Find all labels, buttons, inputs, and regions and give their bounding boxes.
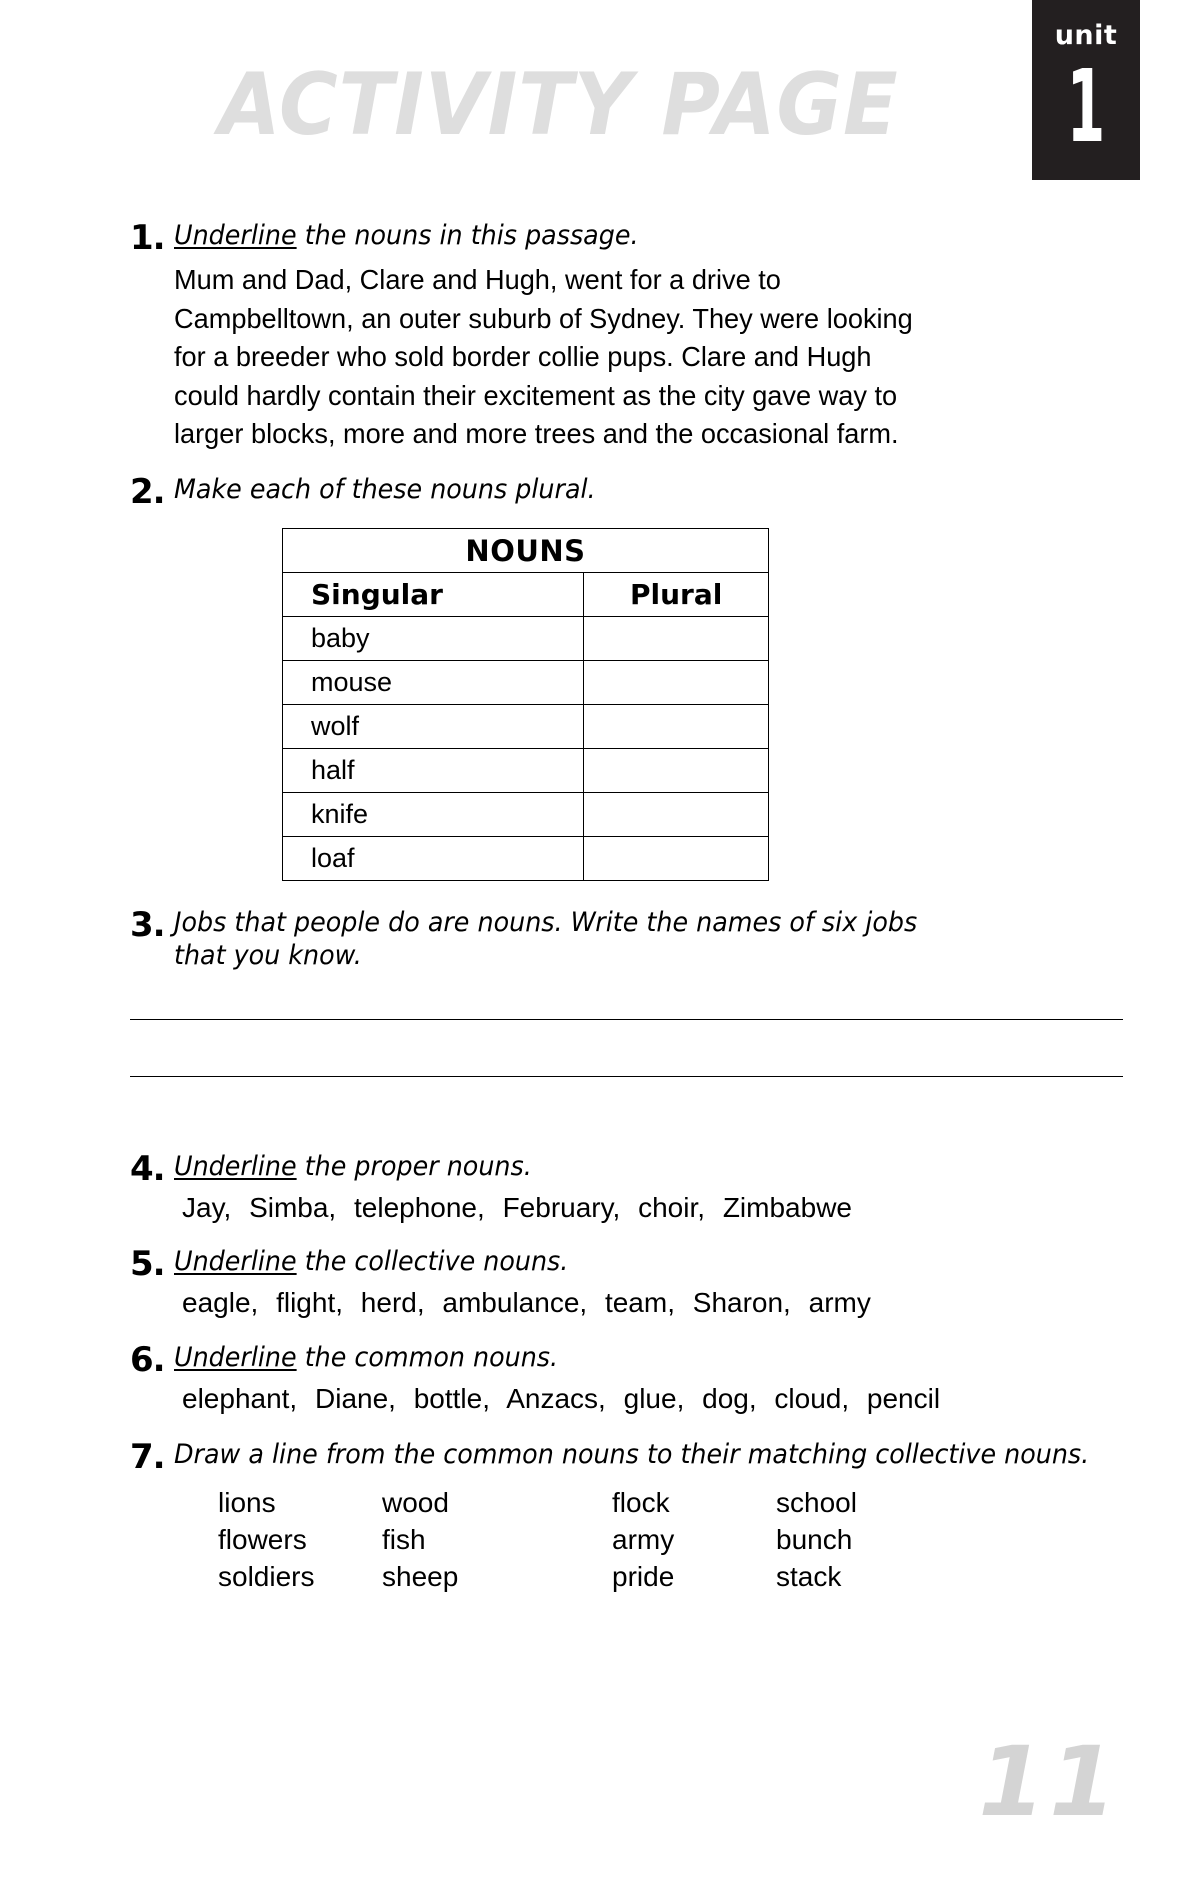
question-6-number: 6. <box>130 1339 165 1380</box>
match-word-collective[interactable]: army <box>612 1523 675 1555</box>
question-2-number: 2. <box>130 472 165 513</box>
match-row <box>218 1485 1123 1522</box>
passage-line: larger blocks, more and more trees and the occasional farm. <box>174 418 899 450</box>
cell-singular: half <box>283 749 584 793</box>
table-row <box>283 837 769 881</box>
match-row <box>218 1522 1123 1559</box>
table-row <box>283 749 769 793</box>
instruction-rest: the nouns in this passage. <box>296 220 639 251</box>
question-7 <box>130 1436 1123 1477</box>
cell-plural-blank[interactable] <box>584 793 769 837</box>
match-word-common[interactable]: wood <box>382 1486 449 1518</box>
question-1-instruction <box>174 220 1066 253</box>
word-item[interactable]: bottle, <box>413 1382 490 1414</box>
cell-plural-blank[interactable] <box>584 617 769 661</box>
word-item[interactable]: Sharon, <box>692 1287 791 1319</box>
question-6-instruction <box>174 1342 1066 1375</box>
question-6 <box>130 1339 1123 1417</box>
unit-label: unit <box>1054 20 1118 51</box>
match-word-common[interactable]: sheep <box>382 1560 459 1592</box>
passage-line: could hardly contain their excitement as the city gave way to <box>174 379 898 411</box>
question-5-word-list <box>182 1285 1123 1321</box>
word-item[interactable]: Jay, <box>182 1191 232 1223</box>
question-3-instruction-line-1: Jobs that people do are nouns. Write the names of six jobs <box>174 907 918 939</box>
question-4-instruction <box>174 1151 1066 1184</box>
worksheet-content <box>0 220 1198 1596</box>
page-number: 11 <box>978 1726 1120 1838</box>
word-item[interactable]: February, <box>502 1191 621 1223</box>
question-2-instruction: Make each of these nouns plural. <box>174 474 596 506</box>
question-3-instruction-line-2: that you know. <box>174 940 362 972</box>
page-title-wrap <box>0 55 1198 155</box>
word-item[interactable]: team, <box>604 1287 675 1319</box>
question-1 <box>130 220 1123 454</box>
table-row <box>283 705 769 749</box>
match-word-common[interactable]: flowers <box>218 1523 307 1555</box>
word-item[interactable]: ambulance, <box>442 1287 588 1319</box>
answer-line[interactable] <box>130 1076 1123 1133</box>
question-1-passage <box>174 261 1095 454</box>
match-word-collective[interactable]: bunch <box>776 1523 853 1555</box>
question-6-word-list <box>182 1381 1123 1417</box>
table-span-header-row <box>283 529 769 573</box>
passage-line: Campbelltown, an outer suburb of Sydney. They were looking <box>174 302 913 334</box>
word-item[interactable]: choir, <box>638 1191 706 1223</box>
word-item[interactable]: glue, <box>623 1382 685 1414</box>
word-item[interactable]: herd, <box>360 1287 425 1319</box>
word-item[interactable]: cloud, <box>774 1382 850 1414</box>
table-row <box>283 793 769 837</box>
question-5-number: 5. <box>130 1244 165 1285</box>
cell-plural-blank[interactable] <box>584 837 769 881</box>
question-3-body <box>174 907 1123 973</box>
word-item[interactable]: Zimbabwe <box>722 1191 852 1223</box>
word-item[interactable]: dog, <box>702 1382 757 1414</box>
question-3-answer-area <box>130 1019 1123 1133</box>
column-header-singular: Singular <box>283 573 584 617</box>
unit-badge <box>1032 0 1140 180</box>
word-item[interactable]: telephone, <box>354 1191 485 1223</box>
passage-line: Mum and Dad, Clare and Hugh, went for a drive to <box>174 263 781 295</box>
question-4-number: 4. <box>130 1148 165 1189</box>
cell-singular: baby <box>283 617 584 661</box>
match-word-common[interactable]: fish <box>382 1523 426 1555</box>
cell-plural-blank[interactable] <box>584 749 769 793</box>
table-title: NOUNS <box>283 529 769 573</box>
underline-keyword: Underline <box>174 1341 297 1373</box>
instruction-rest: the collective nouns. <box>296 1246 569 1278</box>
nouns-table <box>282 528 769 881</box>
match-word-collective[interactable]: pride <box>612 1560 675 1592</box>
table-row <box>283 617 769 661</box>
cell-singular: knife <box>283 793 584 837</box>
page-title: ACTIVITY PAGE <box>219 55 899 155</box>
column-header-plural: Plural <box>584 573 769 617</box>
word-item[interactable]: Diane, <box>315 1382 396 1414</box>
cell-singular: loaf <box>283 837 584 881</box>
unit-number: 1 <box>1066 48 1106 165</box>
question-7-match-grid <box>218 1485 1123 1596</box>
passage-line: for a breeder who sold border collie pups. Clare and Hugh <box>174 341 872 373</box>
word-item[interactable]: Simba, <box>249 1191 337 1223</box>
table-column-header-row <box>283 573 769 617</box>
nouns-table-wrap <box>282 528 1123 881</box>
question-2-body <box>174 474 1123 507</box>
question-6-body <box>174 1342 1123 1417</box>
word-item[interactable]: pencil <box>866 1382 941 1414</box>
question-1-number: 1. <box>130 218 165 258</box>
underline-keyword: Underline <box>174 220 297 251</box>
match-row <box>218 1559 1123 1596</box>
question-4-body <box>174 1151 1123 1226</box>
page-header <box>0 0 1198 200</box>
question-3-number: 3. <box>130 905 165 946</box>
underline-keyword: Underline <box>174 1246 297 1278</box>
match-word-collective[interactable]: school <box>776 1486 857 1518</box>
word-item[interactable]: Anzacs, <box>506 1382 606 1414</box>
underline-keyword: Underline <box>174 1150 297 1182</box>
question-4 <box>130 1148 1123 1226</box>
word-item[interactable]: flight, <box>276 1287 344 1319</box>
question-5-body <box>174 1246 1123 1321</box>
instruction-rest: the proper nouns. <box>296 1150 532 1182</box>
match-word-common[interactable]: lions <box>218 1486 276 1518</box>
word-item[interactable]: eagle, <box>182 1287 259 1319</box>
cell-plural-blank[interactable] <box>584 661 769 705</box>
word-item[interactable]: elephant, <box>182 1382 298 1414</box>
answer-line[interactable] <box>130 1019 1123 1076</box>
match-word-collective[interactable]: stack <box>776 1560 842 1592</box>
question-4-word-list <box>182 1190 1123 1226</box>
table-row <box>283 661 769 705</box>
question-2 <box>130 472 1123 513</box>
question-5-instruction <box>174 1246 1066 1279</box>
question-7-number: 7. <box>130 1436 165 1477</box>
question-7-instruction: Draw a line from the common nouns to their matching collective nouns. <box>174 1438 1090 1470</box>
question-7-body <box>174 1439 1123 1472</box>
match-word-common[interactable]: soldiers <box>218 1560 315 1592</box>
cell-singular: mouse <box>283 661 584 705</box>
word-item[interactable]: army <box>808 1287 871 1319</box>
cell-singular: wolf <box>283 705 584 749</box>
question-1-body <box>174 220 1123 454</box>
instruction-rest: the common nouns. <box>296 1341 559 1373</box>
question-5 <box>130 1246 1123 1321</box>
question-3 <box>130 907 1123 973</box>
cell-plural-blank[interactable] <box>584 705 769 749</box>
match-word-collective[interactable]: flock <box>612 1486 670 1518</box>
